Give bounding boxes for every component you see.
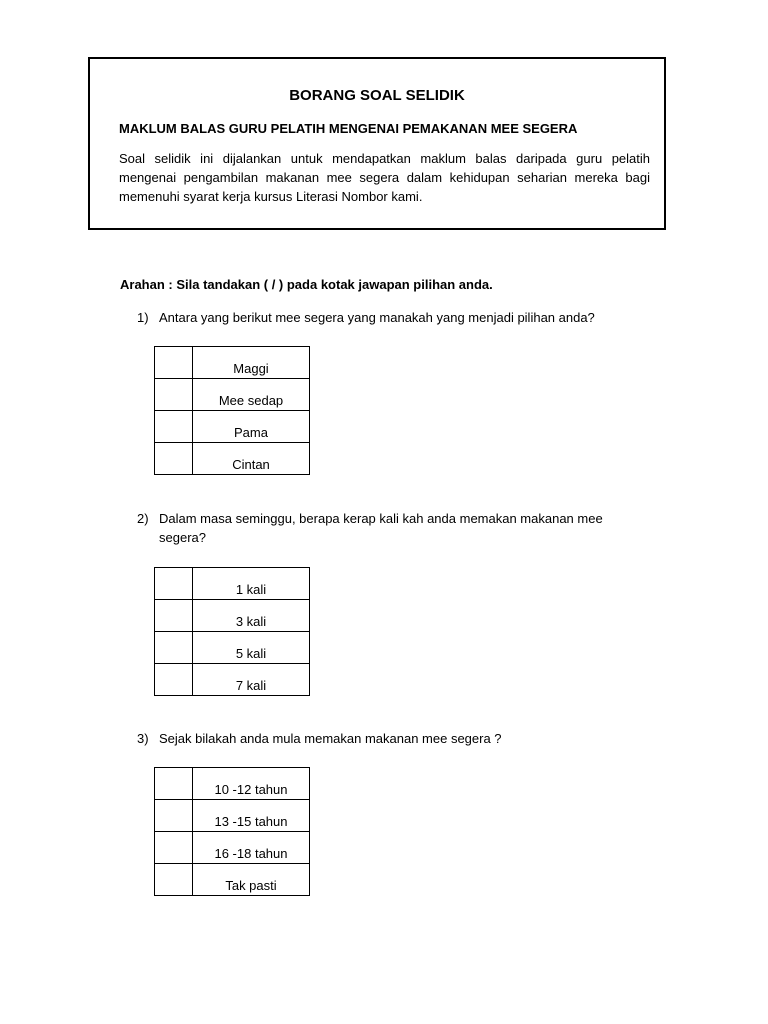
choice-label: 7 kali xyxy=(193,664,310,696)
answer-checkbox[interactable] xyxy=(155,443,193,475)
choice-label: Tak pasti xyxy=(193,864,310,896)
choice-row xyxy=(155,379,310,411)
answer-checkbox[interactable] xyxy=(155,832,193,864)
choice-row xyxy=(155,864,310,896)
answer-checkbox[interactable] xyxy=(155,864,193,896)
choice-label: 13 -15 tahun xyxy=(193,800,310,832)
form-intro: Soal selidik ini dijalankan untuk mendapatkan maklum balas daripada guru pelatih mengenai pengambilan makanan mee segera dalam kehidupan seharian mereka bagi memenuhi syarat kerja kursus Literasi Nombor kami. xyxy=(119,151,650,204)
answer-checkbox[interactable] xyxy=(155,347,193,379)
question-number: 2) xyxy=(137,511,149,526)
choice-label: 5 kali xyxy=(193,632,310,664)
choice-table-3 xyxy=(154,767,310,896)
answer-checkbox[interactable] xyxy=(155,800,193,832)
choice-row xyxy=(155,443,310,475)
question-number: 3) xyxy=(137,731,149,746)
choice-label: 10 -12 tahun xyxy=(193,768,310,800)
choice-label: Pama xyxy=(193,411,310,443)
answer-checkbox[interactable] xyxy=(155,768,193,800)
instruction: Arahan : Sila tandakan ( / ) pada kotak jawapan pilihan anda. xyxy=(120,277,493,292)
choice-table-1 xyxy=(154,346,310,475)
answer-checkbox[interactable] xyxy=(155,568,193,600)
choice-row xyxy=(155,832,310,864)
form-title: BORANG SOAL SELIDIK xyxy=(289,87,465,104)
answer-checkbox[interactable] xyxy=(155,632,193,664)
choice-row xyxy=(155,800,310,832)
answer-checkbox[interactable] xyxy=(155,379,193,411)
choice-row xyxy=(155,411,310,443)
question-text: Antara yang berikut mee segera yang manakah yang menjadi pilihan anda? xyxy=(159,310,595,325)
choice-row xyxy=(155,347,310,379)
answer-checkbox[interactable] xyxy=(155,411,193,443)
choice-label: Mee sedap xyxy=(193,379,310,411)
choice-label: 1 kali xyxy=(193,568,310,600)
choice-table-2 xyxy=(154,567,310,696)
header-box xyxy=(88,57,666,230)
choice-row xyxy=(155,768,310,800)
question-text: Dalam masa seminggu, berapa kerap kali kah anda memakan makanan mee segera? xyxy=(159,511,603,545)
answer-checkbox[interactable] xyxy=(155,600,193,632)
choice-label: Cintan xyxy=(193,443,310,475)
question-number: 1) xyxy=(137,310,149,325)
choice-label: 16 -18 tahun xyxy=(193,832,310,864)
choice-row xyxy=(155,600,310,632)
choice-label: Maggi xyxy=(193,347,310,379)
choice-row xyxy=(155,568,310,600)
choice-row xyxy=(155,664,310,696)
question-text: Sejak bilakah anda mula memakan makanan mee segera ? xyxy=(159,731,502,746)
choice-label: 3 kali xyxy=(193,600,310,632)
choice-row xyxy=(155,632,310,664)
answer-checkbox[interactable] xyxy=(155,664,193,696)
form-subtitle: MAKLUM BALAS GURU PELATIH MENGENAI PEMAKANAN MEE SEGERA xyxy=(119,121,578,136)
